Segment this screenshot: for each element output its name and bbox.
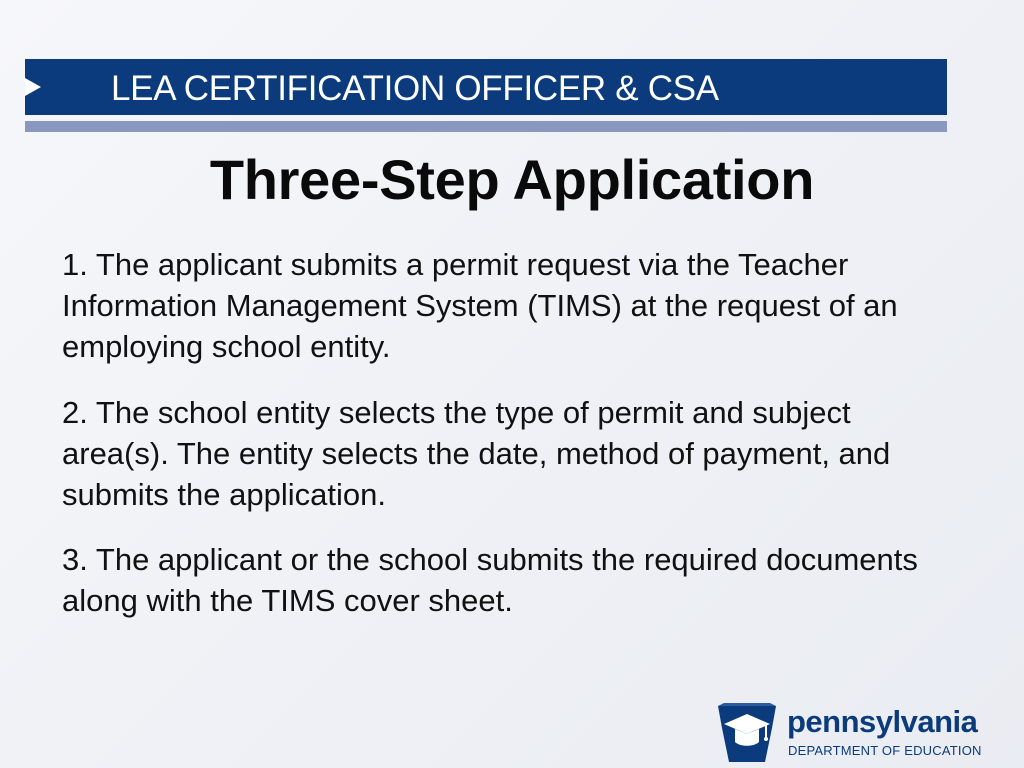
- step-item-3: 3. The applicant or the school submits the required documents along with the TIMS cover sheet.: [62, 542, 918, 618]
- logo-subtitle: DEPARTMENT OF EDUCATION: [788, 743, 982, 758]
- pa-education-logo: [716, 700, 986, 766]
- step-item-1: 1. The applicant submits a permit request via the Teacher Information Management System (TIMS) at the request of an employing school entity.: [62, 247, 898, 364]
- header-bar: [25, 59, 947, 115]
- keystone-graduation-cap-icon: [716, 702, 778, 766]
- steps-list: [62, 244, 962, 646]
- header-title: LEA CERTIFICATION OFFICER & CSA: [111, 69, 719, 108]
- slide-title: Three-Step Application: [209, 148, 815, 211]
- logo-name: pennsylvania: [787, 704, 978, 739]
- header-divider: [25, 121, 947, 132]
- arrow-icon: [25, 78, 41, 96]
- step-item-2: 2. The school entity selects the type of permit and subject area(s). The entity selects the date, method of payment, and submits the application.: [62, 395, 891, 512]
